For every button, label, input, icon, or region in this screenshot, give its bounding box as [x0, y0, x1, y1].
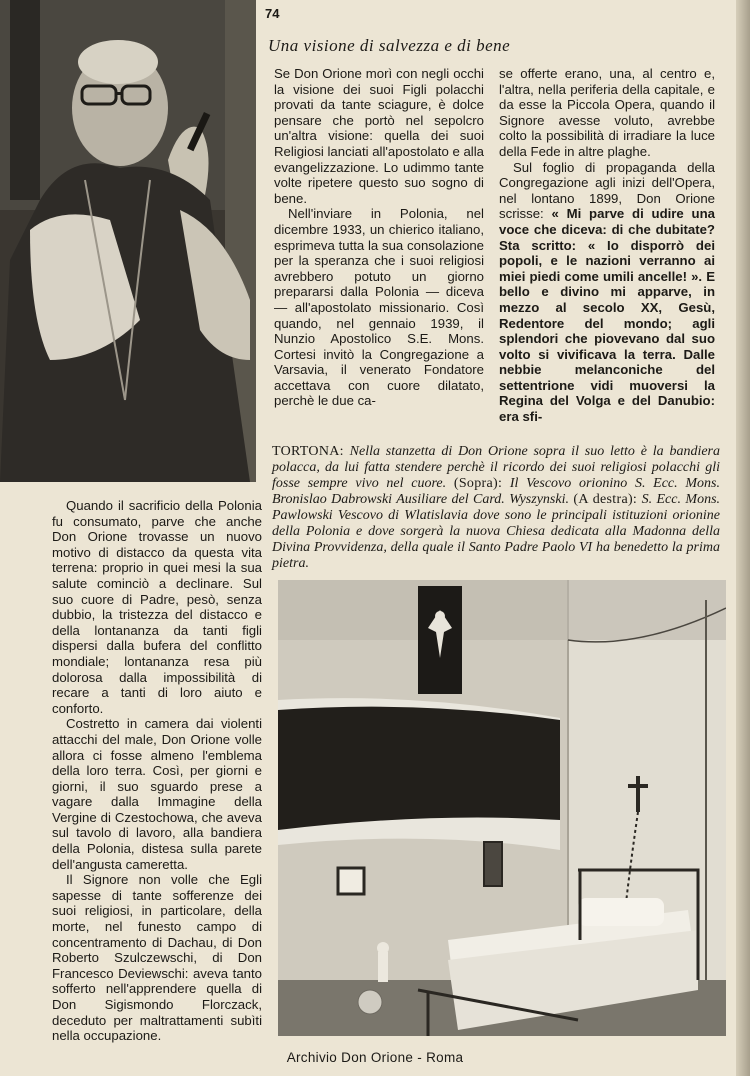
- don-orione-quote: « Mi parve di udire una voce che diceva: di che dubitate? Sta scritto: « Io disporrò dei popoli, e le nazioni verranno ai miei piedi come umili ancelle! ». E bello e divino mi apparve, in mezzo al secolo XX, Gesù, Redentore del mondo; agli splendori che piovevano dal suo volto si vivificava la terra. Dalle nebbie melanconiche del settentrione vidi muoversi la Regina del Volga e del Danubio: era sfi-: [499, 206, 715, 425]
- paragraph-intro: Sul foglio di propaganda della Congregazione agli inizi dell'Opera, nel lontano 1899, Don Orione scrisse:: [499, 159, 715, 222]
- paragraph: [499, 160, 715, 425]
- paragraph: Costretto in camera dai violenti attacchi del male, Don Orione volle allora ci fosse almeno l'emblema della loro terra. Così, per giorni e giorni, il suo sguardo prese a vagare dalla Immagine della Vergine di Czestochowa, che aveva sul tavolo di lavoro, alla bandiera della Polonia, distesa sulla parete dell'angusta cameretta.: [52, 716, 262, 872]
- photo-room: [278, 580, 726, 1036]
- archive-footer: Archivio Don Orione - Roma: [286, 1050, 464, 1065]
- caption-ref-destra: (A destra):: [573, 492, 638, 507]
- text-column-2: [499, 66, 715, 425]
- text-column-1: [274, 66, 484, 409]
- paragraph: Il Signore non volle che Egli sapesse di tante sofferenze dei suoi religiosi, in particolare, della morte, nel funesto campo di concentramento di Dachau, di Don Roberto Szulczewschi, di Don Francesco Deviewschi: aveva tanto sofferto nell'apprendere quella di Don Sigismondo Florczack, deceduto per maltrattamenti subìti nella occupazione.: [52, 872, 262, 1044]
- page-edge: [736, 0, 750, 1076]
- article-title: Una visione di salvezza e di bene: [268, 36, 511, 55]
- page-number: 74: [265, 6, 280, 21]
- paragraph: Nell'inviare in Polonia, nel dicembre 1933, un chierico italiano, esprimeva tutta la sua consolazione per la speranza che i suoi religiosi avrebbero potuto un giorno prepararsi dalla Polonia — diceva — all'apostolato missionario. Così quando, nel gennaio 1939, il Nunzio Apostolico S.E. Mons. Cortesi invitò la Congregazione a Varsavia, il venerato Fondatore accettava con cuore dilatato, perchè le due ca-: [274, 206, 484, 409]
- caption-text: S. Ecc. Mons. Pawlowski Vescovo di Wlatislavia dove sono le principali istituzioni orionine della Polonia e dove sorgerà la nuova Chiesa dedicata alla Madonna della Divina Provvidenza, della quale il Santo Padre Paolo VI ha benedetto la prima pietra.: [272, 492, 721, 571]
- caption-text: Nella stanzetta di Don Orione sopra il suo letto è la bandiera polacca, da lui fatta stendere perchè il ricordo dei suoi religiosi polacchi gli fosse sempre vivo nel cuore.: [272, 444, 720, 491]
- text-column-left: [52, 498, 262, 1044]
- paragraph: Se Don Orione morì con negli occhi la visione dei suoi Figli polacchi provati da tante sciagure, è dolce pensare che portò nel sepolcro un'altra visione: quella dei suoi Religiosi lanciati all'apostolato e alla evangelizzazione. Lo udimmo tante volte ripetere questo suo sogno di bene.: [274, 66, 484, 206]
- photo-caption: [272, 444, 720, 572]
- caption-place: TORTONA:: [272, 444, 344, 459]
- caption-text: Il Vescovo orionino S. Ecc. Mons. Bronislao Dabrowski Ausiliare del Card. Wyszynski.: [272, 476, 720, 507]
- photo-bishop: [0, 0, 256, 482]
- paragraph: se offerte erano, una, al centro e, l'altra, nella periferia della capitale, e da esse la Piccola Opera, quando il Signore avesse voluto, avrebbe colto la possibilità di irradiare la luce della Fede in altre plaghe.: [499, 66, 715, 159]
- caption-ref-sopra: (Sopra):: [453, 476, 503, 491]
- paragraph: Quando il sacrificio della Polonia fu consumato, parve che anche Don Orione trovasse un nuovo motivo di distacco da questa vita terrena: proprio in quei mesi la sua salute cominciò a declinare. Sul suo cuore di Padre, pesò, senza dubbio, la tristezza del distacco e della lontananza da tanti figli dispersi dalla bufera del conflitto mondiale; lontananza resa più dolorosa dalla impossibilità di recare a tanti di loro aiuto e conforto.: [52, 498, 262, 716]
